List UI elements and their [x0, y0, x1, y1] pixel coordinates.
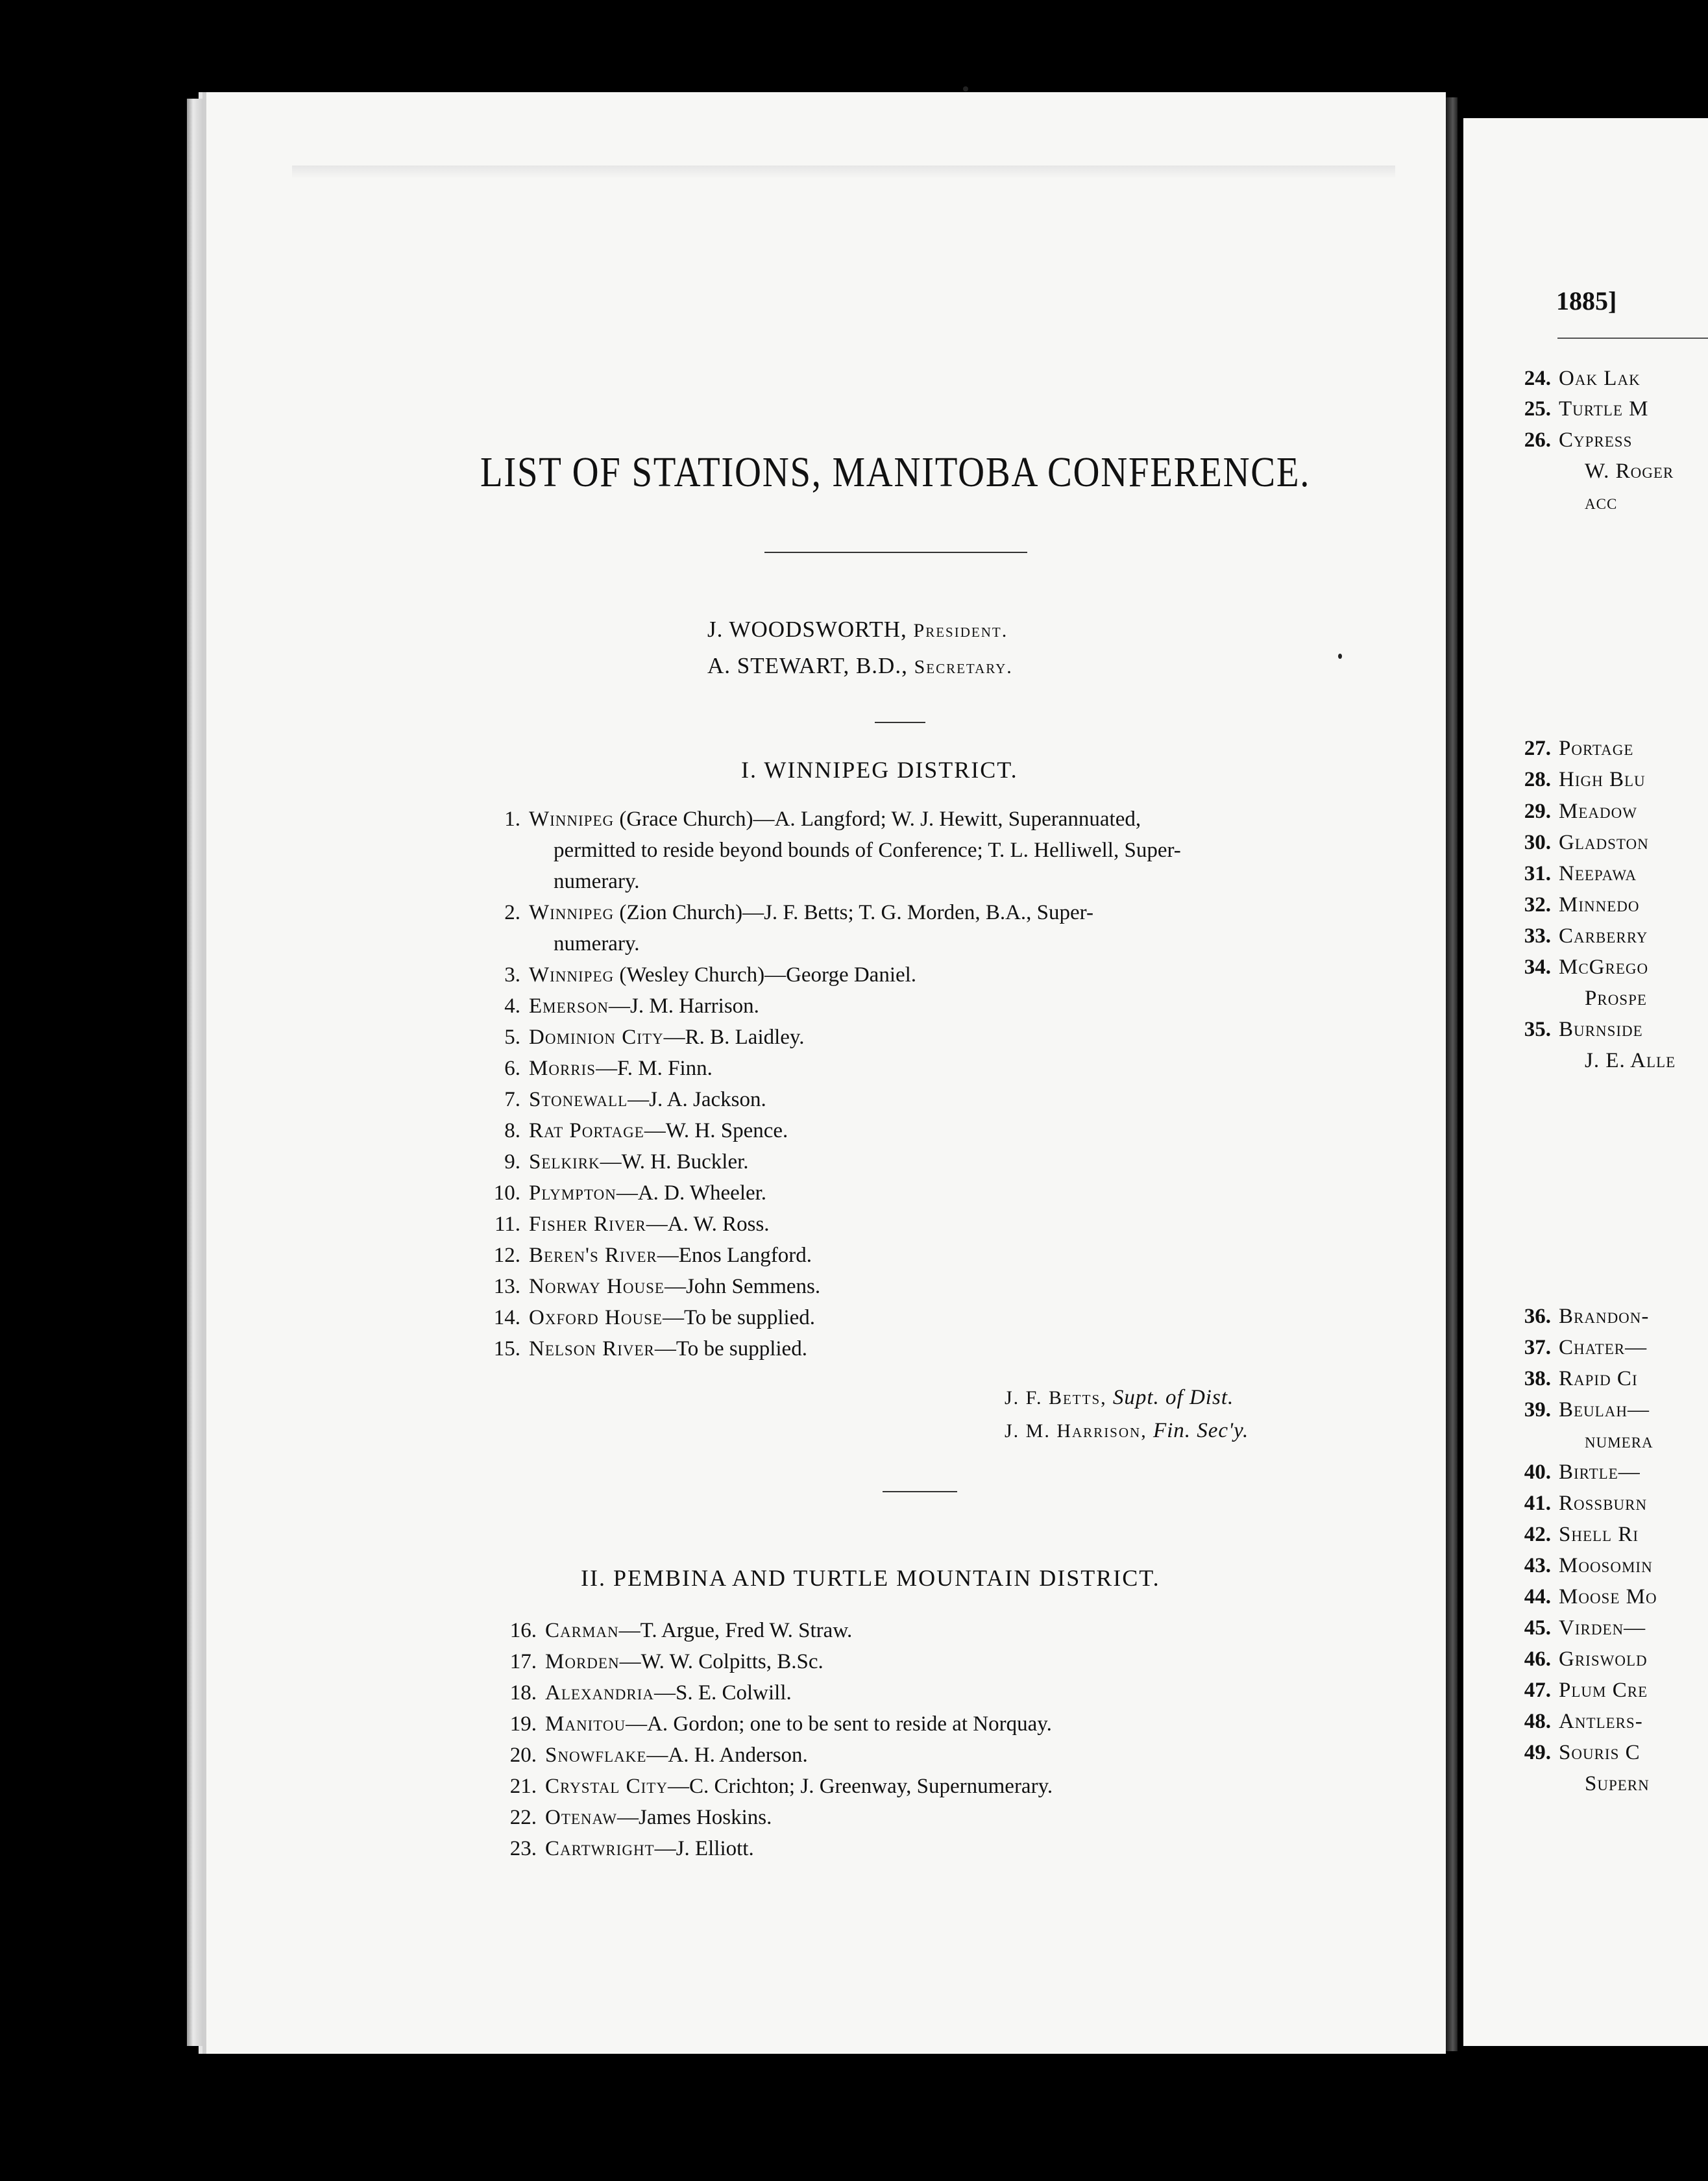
- station-number: 46.: [1524, 1647, 1551, 1671]
- station-place: Plum Cre: [1559, 1679, 1648, 1702]
- station-number: 44.: [1524, 1585, 1551, 1608]
- right-page-line: [1504, 1460, 1641, 1485]
- officer-name: A. STEWART, B.D.,: [707, 653, 908, 678]
- station-place: Otenaw: [545, 1806, 618, 1829]
- station-appointment: —C. Crichton; J. Greenway, Supernumerary.: [667, 1775, 1053, 1798]
- station-place: Chater—: [1559, 1336, 1648, 1359]
- right-page-line: [1504, 1585, 1657, 1609]
- signature-role: Fin. Sec'y.: [1153, 1419, 1249, 1442]
- station-place: Rossburn: [1559, 1492, 1648, 1515]
- right-page-line: [1504, 1429, 1653, 1453]
- district-heading-winnipeg: I. WINNIPEG DISTRICT.: [741, 757, 1018, 783]
- station-number: 28.: [1524, 768, 1551, 791]
- station-place: Beren's River: [529, 1244, 657, 1267]
- page-title: LIST OF STATIONS, MANITOBA CONFERENCE.: [480, 449, 1311, 496]
- right-page-line: [1504, 1741, 1641, 1765]
- station-place: Carman: [545, 1619, 619, 1642]
- station-place: Gladston: [1559, 831, 1649, 854]
- station-continuation: numerary.: [554, 870, 640, 893]
- station-place: Plympton: [529, 1181, 616, 1205]
- right-page-line: [1504, 1679, 1648, 1703]
- station-entry: [493, 959, 1363, 991]
- station-place: Antlers-: [1559, 1710, 1643, 1733]
- station-place: Morden: [545, 1650, 620, 1673]
- station-number: 48.: [1524, 1710, 1551, 1733]
- right-page-line: [1504, 893, 1640, 917]
- station-number: 40.: [1524, 1460, 1551, 1484]
- station-place: J. E. Alle: [1585, 1049, 1676, 1072]
- station-place: Alexandria: [545, 1681, 654, 1705]
- section-rule: [875, 722, 925, 723]
- station-appointment: —To be supplied.: [662, 1306, 816, 1329]
- officer-role: President.: [913, 620, 1008, 641]
- station-place: Crystal City: [545, 1775, 668, 1798]
- station-place: Beulah—: [1559, 1398, 1650, 1422]
- station-appointment: —W. H. Spence.: [644, 1119, 788, 1142]
- station-entry: [493, 804, 1363, 897]
- station-place: Morris: [529, 1057, 596, 1080]
- station-appointment: —John Semmens.: [664, 1275, 821, 1298]
- station-entry: [493, 1146, 1363, 1177]
- station-place: Prospe: [1585, 987, 1647, 1010]
- station-place: Rapid Ci: [1559, 1367, 1638, 1390]
- right-page-line: [1504, 1710, 1643, 1734]
- station-appointment: (Zion Church)—J. F. Betts; T. G. Morden, B.A., Super-: [614, 901, 1093, 924]
- station-appointment: —R. B. Laidley.: [663, 1026, 805, 1049]
- station-appointment: —J. Elliott.: [654, 1837, 754, 1860]
- station-entry: [509, 1802, 1353, 1833]
- station-place: High Blu: [1559, 768, 1646, 791]
- station-place: Supern: [1585, 1772, 1650, 1795]
- station-appointment: —A. Gordon; one to be sent to reside at Norquay.: [626, 1712, 1052, 1736]
- station-number: 29.: [1524, 800, 1551, 823]
- station-number: 15.: [493, 1337, 520, 1361]
- station-number: 17.: [509, 1650, 537, 1673]
- station-number: 11.: [494, 1213, 520, 1236]
- book-gutter: [1446, 97, 1458, 2051]
- station-place: Fisher River: [529, 1213, 646, 1236]
- station-number: 27.: [1524, 737, 1551, 760]
- running-head-rule: [1557, 338, 1708, 339]
- station-place: Oxford House: [529, 1306, 663, 1329]
- station-entry: [493, 1240, 1363, 1271]
- right-page-line: [1504, 1049, 1676, 1073]
- right-page-line: [1504, 460, 1674, 484]
- title-rule: [764, 552, 1027, 553]
- officer-president: [707, 617, 1008, 643]
- station-number: 1.: [504, 807, 520, 831]
- right-page-line: [1504, 768, 1646, 792]
- station-list-winnipeg: [493, 804, 1363, 1364]
- scan-speck: [1338, 654, 1342, 659]
- right-page-line: [1504, 491, 1617, 515]
- station-place: Birtle—: [1559, 1460, 1641, 1484]
- station-number: 7.: [504, 1088, 520, 1111]
- station-place: Souris C: [1559, 1741, 1641, 1764]
- station-number: 35.: [1524, 1018, 1551, 1041]
- right-page-line: [1504, 1367, 1638, 1391]
- right-page-line: [1504, 955, 1648, 980]
- station-place: acc: [1585, 491, 1618, 514]
- right-page-line: [1504, 737, 1633, 761]
- station-place: W. Roger: [1585, 460, 1674, 483]
- station-number: 41.: [1524, 1492, 1551, 1515]
- station-number: 47.: [1524, 1679, 1551, 1702]
- station-number: 23.: [509, 1837, 537, 1860]
- station-entry: [509, 1708, 1353, 1740]
- right-page-line: [1504, 428, 1632, 452]
- station-appointment: —A. W. Ross.: [646, 1213, 770, 1236]
- station-entry: [509, 1646, 1353, 1677]
- station-appointment: —James Hoskins.: [617, 1806, 772, 1829]
- right-page-line: [1504, 1523, 1639, 1547]
- station-place: Nelson River: [529, 1337, 655, 1361]
- right-page-line: [1504, 987, 1647, 1011]
- station-number: 38.: [1524, 1367, 1551, 1390]
- right-page-line: [1504, 1305, 1649, 1329]
- station-entry: [493, 1084, 1363, 1115]
- station-number: 10.: [493, 1181, 520, 1205]
- station-entry: [509, 1615, 1353, 1646]
- station-number: 36.: [1524, 1305, 1551, 1328]
- station-entry: [509, 1771, 1353, 1802]
- station-number: 39.: [1524, 1398, 1551, 1422]
- right-page-line: [1504, 1554, 1653, 1578]
- station-number: 24.: [1524, 367, 1551, 390]
- station-place: Shell Ri: [1559, 1523, 1639, 1546]
- station-number: 30.: [1524, 831, 1551, 854]
- station-number: 37.: [1524, 1336, 1551, 1359]
- station-entry: [493, 1209, 1363, 1240]
- section-rule: [883, 1491, 957, 1492]
- signature-role: Supt. of Dist.: [1112, 1386, 1234, 1409]
- page-stain: [292, 166, 1395, 179]
- station-number: 4.: [504, 994, 520, 1018]
- station-number: 13.: [493, 1275, 520, 1298]
- station-number: 5.: [504, 1026, 520, 1049]
- signature-financial-secretary: [1005, 1419, 1249, 1443]
- station-number: 22.: [509, 1806, 537, 1829]
- station-number: 9.: [504, 1150, 520, 1174]
- station-number: 26.: [1524, 428, 1551, 452]
- station-entry: [493, 1115, 1363, 1146]
- signature-name: J. M. Harrison,: [1005, 1420, 1147, 1442]
- right-page-line: [1504, 1398, 1650, 1422]
- station-appointment: —A. D. Wheeler.: [616, 1181, 767, 1205]
- station-appointment: —S. E. Colwill.: [653, 1681, 792, 1705]
- station-number: 34.: [1524, 955, 1551, 979]
- station-place: Selkirk: [529, 1150, 600, 1174]
- station-place: Moose Mo: [1559, 1585, 1657, 1608]
- station-number: 19.: [509, 1712, 537, 1736]
- right-page-line: [1504, 831, 1649, 855]
- officer-name: J. WOODSWORTH,: [707, 617, 907, 642]
- station-entry: [509, 1677, 1353, 1708]
- signature-superintendent: [1005, 1386, 1234, 1410]
- station-place: Cypress: [1559, 428, 1633, 452]
- station-entry: [509, 1833, 1353, 1864]
- station-appointment: —To be supplied.: [654, 1337, 807, 1361]
- station-entry: [493, 1177, 1363, 1209]
- station-appointment: —F. M. Finn.: [596, 1057, 713, 1080]
- right-page-line: [1504, 397, 1648, 421]
- station-number: 18.: [509, 1681, 537, 1705]
- station-place: Burnside: [1559, 1018, 1643, 1041]
- station-place: Griswold: [1559, 1647, 1648, 1671]
- station-number: 6.: [504, 1057, 520, 1080]
- station-appointment: —J. M. Harrison.: [609, 994, 759, 1018]
- station-place: McGrego: [1559, 955, 1649, 979]
- officer-secretary: [707, 653, 1013, 679]
- station-place: Snowflake: [545, 1744, 647, 1767]
- right-page-line: [1504, 862, 1637, 886]
- station-place: Emerson: [529, 994, 609, 1018]
- right-page-line: [1504, 924, 1648, 948]
- station-place: Stonewall: [529, 1088, 628, 1111]
- station-number: 21.: [509, 1775, 537, 1798]
- station-place: Oak Lak: [1559, 367, 1641, 390]
- station-place: Dominion City: [529, 1026, 664, 1049]
- station-number: 31.: [1524, 862, 1551, 885]
- station-place: Brandon-: [1559, 1305, 1650, 1328]
- right-page-line: [1504, 1616, 1646, 1640]
- station-entry: [493, 1053, 1363, 1084]
- right-page-line: [1504, 1772, 1650, 1796]
- station-appointment: —Enos Langford.: [657, 1244, 812, 1267]
- station-number: 42.: [1524, 1523, 1551, 1546]
- station-entry: [493, 1302, 1363, 1333]
- station-entry: [493, 1022, 1363, 1053]
- right-page-line: [1504, 800, 1637, 824]
- station-number: 2.: [504, 901, 520, 924]
- station-entry: [493, 991, 1363, 1022]
- station-continuation: permitted to reside beyond bounds of Conference; T. L. Helliwell, Super-: [554, 839, 1181, 862]
- station-continuation: numerary.: [554, 932, 640, 955]
- station-appointment: (Wesley Church)—George Daniel.: [614, 963, 917, 987]
- district-heading-pembina: II. PEMBINA AND TURTLE MOUNTAIN DISTRICT.: [581, 1565, 1160, 1591]
- scan-speck: [963, 86, 968, 92]
- officer-role: Secretary.: [914, 656, 1013, 678]
- station-number: 12.: [493, 1244, 520, 1267]
- station-appointment: —T. Argue, Fred W. Straw.: [618, 1619, 853, 1642]
- station-place: Manitou: [545, 1712, 626, 1736]
- right-page-line: [1504, 1647, 1648, 1671]
- station-number: 16.: [509, 1619, 537, 1642]
- page-stack-edge: [187, 99, 202, 2046]
- right-page-line: [1504, 1492, 1647, 1516]
- station-place: numera: [1585, 1429, 1653, 1453]
- station-number: 33.: [1524, 924, 1551, 948]
- station-place: Neepawa: [1559, 862, 1637, 885]
- station-entry: [493, 1271, 1363, 1302]
- station-entry: [493, 1333, 1363, 1364]
- running-head-year: 1885]: [1556, 286, 1617, 315]
- right-page-line: [1504, 1336, 1647, 1360]
- station-number: 8.: [504, 1119, 520, 1142]
- station-appointment: —J. A. Jackson.: [628, 1088, 766, 1111]
- station-number: 20.: [509, 1744, 537, 1767]
- station-place: Meadow: [1559, 800, 1637, 823]
- station-place: Winnipeg: [529, 963, 615, 987]
- station-number: 3.: [504, 963, 520, 987]
- station-place: Portage: [1559, 737, 1634, 760]
- station-place: Turtle M: [1559, 397, 1649, 421]
- station-place: Moosomin: [1559, 1554, 1653, 1577]
- station-place: Carberry: [1559, 924, 1648, 948]
- station-place: Winnipeg: [529, 901, 615, 924]
- station-number: 32.: [1524, 893, 1551, 917]
- station-number: 45.: [1524, 1616, 1551, 1640]
- signature-name: J. F. Betts,: [1005, 1387, 1107, 1409]
- station-place: Winnipeg: [529, 807, 615, 831]
- station-place: Virden—: [1559, 1616, 1646, 1640]
- station-number: 43.: [1524, 1554, 1551, 1577]
- station-appointment: —W. H. Buckler.: [600, 1150, 749, 1174]
- station-entry: [493, 897, 1363, 959]
- station-place: Rat Portage: [529, 1119, 644, 1142]
- right-page-line: [1504, 1018, 1643, 1042]
- station-place: Norway House: [529, 1275, 665, 1298]
- station-appointment: —W. W. Colpitts, B.Sc.: [619, 1650, 824, 1673]
- station-entry: [509, 1740, 1353, 1771]
- station-number: 49.: [1524, 1741, 1551, 1764]
- station-appointment: —A. H. Anderson.: [646, 1744, 808, 1767]
- station-number: 14.: [493, 1306, 520, 1329]
- station-place: Cartwright: [545, 1837, 655, 1860]
- station-number: 25.: [1524, 397, 1551, 421]
- right-page-line: [1504, 367, 1641, 391]
- station-place: Minnedo: [1559, 893, 1640, 917]
- station-list-pembina: [509, 1615, 1353, 1864]
- station-appointment: (Grace Church)—A. Langford; W. J. Hewitt, Superannuated,: [614, 807, 1141, 831]
